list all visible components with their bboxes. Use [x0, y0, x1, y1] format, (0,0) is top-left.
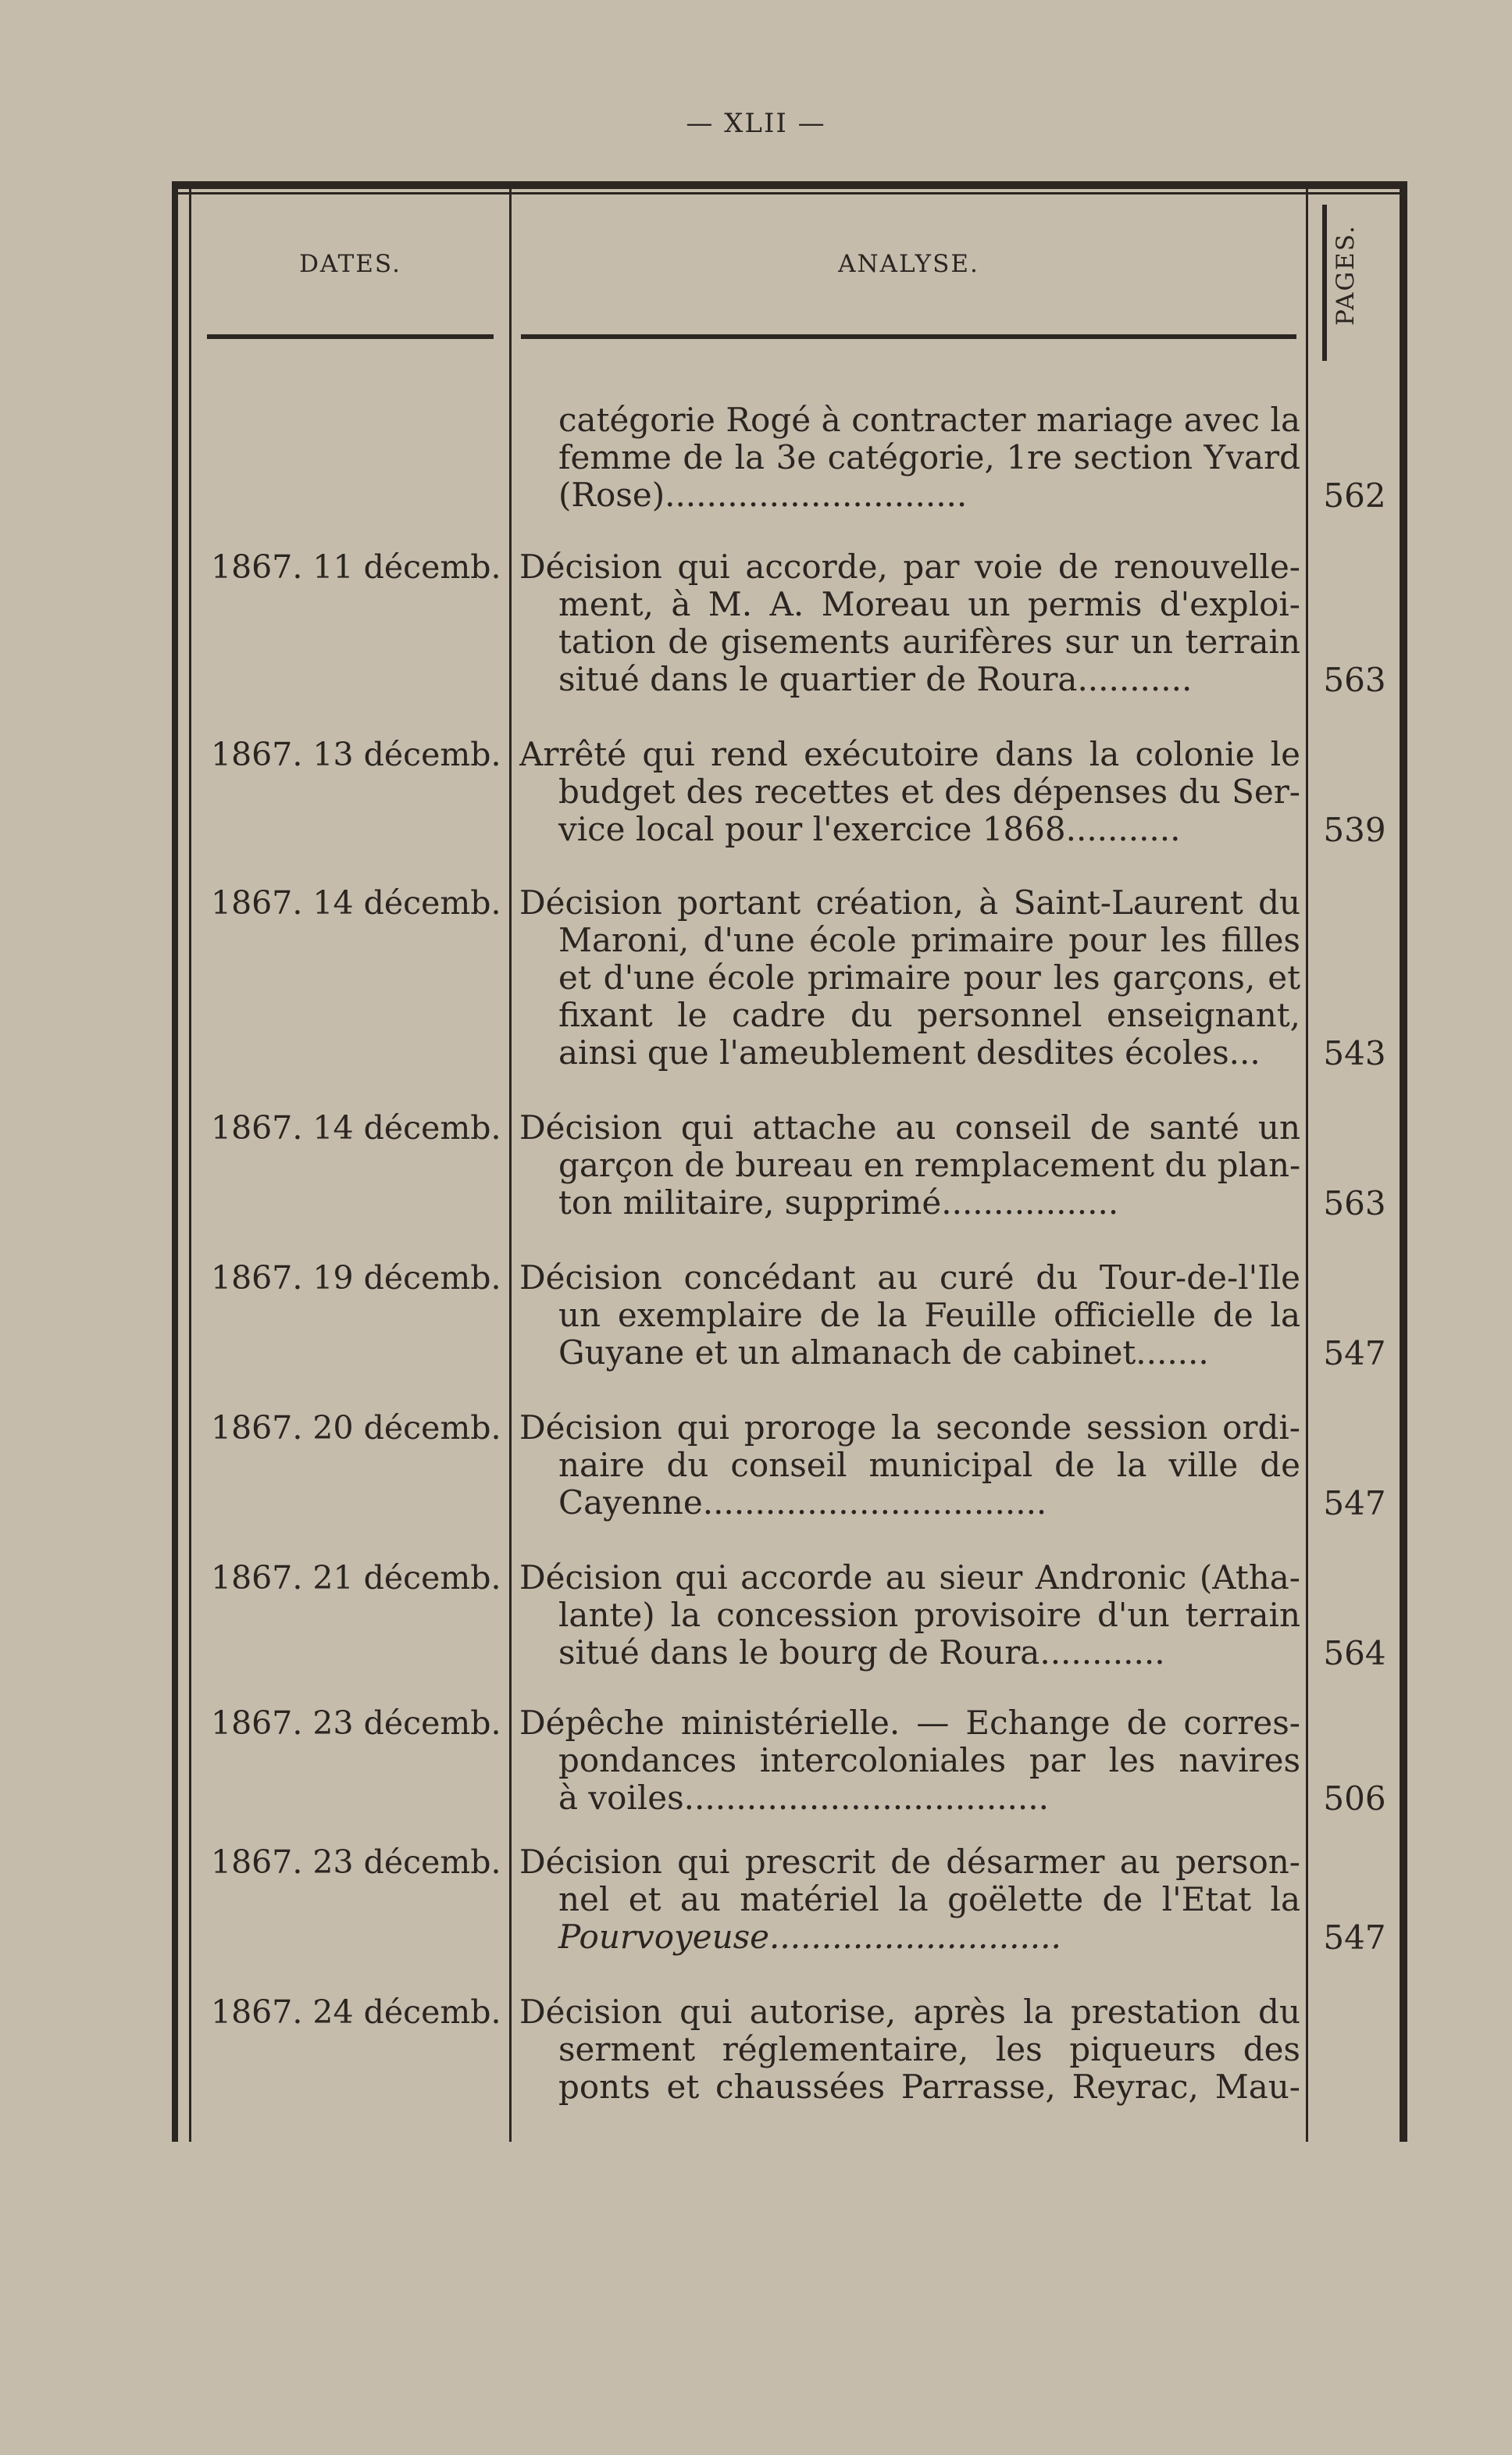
entry-page: 547 [1323, 1484, 1386, 1522]
header-pages-bar [1322, 205, 1327, 361]
entry-page: 539 [1323, 811, 1386, 849]
entry-analyse [519, 1559, 1300, 1672]
analyse-line: vice local pour l'exercice 1868........... [558, 811, 1181, 848]
entry-analyse [519, 401, 1300, 514]
analyse-line: ponts et chaussées Parrasse, Reyrac, Mau- [558, 2068, 1300, 2106]
analyse-line: situé dans le bourg de Roura............ [558, 1634, 1165, 1672]
left-border-thin [189, 181, 191, 2142]
analyse-line: Cayenne................................. [558, 1484, 1047, 1522]
header-analyse-label: ANALYSE. [838, 250, 979, 278]
analyse-line: budget des recettes et des dépenses du Ser- [558, 773, 1300, 811]
entry-date: 1867. 23 décemb. [211, 1704, 501, 1742]
analyse-line: situé dans le quartier de Roura........... [558, 661, 1193, 698]
entry-page: 547 [1323, 1918, 1386, 1957]
analyse-line: ment, à M. A. Moreau un permis d'exploi- [558, 586, 1300, 623]
entry-analyse [519, 1259, 1300, 1372]
entry-date: 1867. 14 décemb. [211, 1109, 501, 1147]
analyse-line: ton militaire, supprimé................. [558, 1184, 1119, 1222]
entry-page: 543 [1323, 1034, 1386, 1072]
header-dates-label: DATES. [299, 250, 401, 278]
analyse-line: nel et au matériel la goëlette de l'Etat la [558, 1881, 1300, 1918]
analyse-line: Décision concédant au curé du Tour-de-l'Ile [519, 1259, 1300, 1297]
analyse-line: Décision portant création, à Saint-Laurent du [519, 884, 1300, 922]
header-analyse-underline [521, 334, 1296, 339]
analyse-line: pondances intercoloniales par les navires [558, 1742, 1300, 1779]
entry-analyse [519, 1843, 1300, 1956]
entry-page: 563 [1323, 1184, 1386, 1222]
header-analyse [512, 181, 1306, 345]
entry-page: 547 [1323, 1334, 1386, 1372]
entry-date: 1867. 21 décemb. [211, 1559, 501, 1597]
analyse-line: tation de gisements aurifères sur un terrain [558, 623, 1300, 661]
analyse-line: naire du conseil municipal de la ville de [558, 1447, 1300, 1484]
entry-page: 563 [1323, 661, 1386, 699]
entry-date: 1867. 20 décemb. [211, 1409, 501, 1447]
entry-date: 1867. 23 décemb. [211, 1843, 501, 1881]
entry-analyse [519, 548, 1300, 698]
entry-date: 1867. 13 décemb. [211, 736, 501, 773]
analyse-line: serment réglementaire, les piqueurs des [558, 2031, 1300, 2068]
analyse-line: ainsi que l'ameublement desdites écoles... [558, 1034, 1261, 1072]
index-table [172, 181, 1407, 2142]
analyse-line: garçon de bureau en remplacement du plan- [558, 1147, 1300, 1184]
left-border [172, 181, 178, 2142]
analyse-line: un exemplaire de la Feuille officielle de la [558, 1297, 1300, 1334]
entry-date: 1867. 24 décemb. [211, 1993, 501, 2031]
entry-date: 1867. 14 décemb. [211, 884, 501, 922]
analyse-line: Décision qui accorde au sieur Andronic (Atha- [519, 1559, 1300, 1597]
analyse-line: (Rose)............................. [558, 476, 968, 514]
analyse-line: Décision qui accorde, par voie de renouvelle- [519, 548, 1300, 586]
header-pages-label: PAGES. [1332, 224, 1360, 326]
right-border [1400, 181, 1407, 2142]
analyse-line: femme de la 3e catégorie, 1re section Yvard [558, 439, 1300, 476]
entry-analyse [519, 1704, 1300, 1817]
page-number: — XLII — [686, 108, 826, 139]
analyse-line: Arrêté qui rend exécutoire dans la colonie le [519, 736, 1300, 773]
analyse-line: Guyane et un almanach de cabinet....... [558, 1334, 1209, 1372]
entry-page: 506 [1323, 1779, 1386, 1818]
entry-analyse [519, 736, 1300, 848]
entry-date: 1867. 19 décemb. [211, 1259, 501, 1297]
analyse-line: Décision qui attache au conseil de santé un [519, 1109, 1300, 1147]
analyse-line: lante) la concession provisoire d'un terrain [558, 1597, 1300, 1634]
analyse-line: Dépêche ministérielle. — Echange de corres- [519, 1704, 1300, 1742]
entry-analyse [519, 1409, 1300, 1522]
header-pages [1308, 181, 1400, 345]
header-dates [191, 181, 509, 345]
analyse-line: Décision qui prescrit de désarmer au person- [519, 1843, 1300, 1881]
entry-page: 564 [1323, 1634, 1386, 1672]
analyse-line: Décision qui proroge la seconde session ordi- [519, 1409, 1300, 1447]
analyse-line: fixant le cadre du personnel enseignant, [558, 997, 1300, 1034]
analyse-line: Pourvoyeuse............................ [558, 1918, 1061, 1956]
analyse-line: Décision qui autorise, après la prestation du [519, 1993, 1300, 2031]
entry-analyse [519, 884, 1300, 1072]
header-dates-underline [207, 334, 494, 339]
analyse-line: Maroni, d'une école primaire pour les filles [558, 922, 1300, 959]
entry-date: 1867. 11 décemb. [211, 548, 501, 586]
entry-analyse [519, 1993, 1300, 2106]
analyse-line: et d'une école primaire pour les garçons, et [558, 959, 1300, 997]
entry-analyse [519, 1109, 1300, 1222]
analyse-line: à voiles................................... [558, 1779, 1049, 1817]
entry-page: 562 [1323, 476, 1386, 515]
analyse-line: catégorie Rogé à contracter mariage avec la [558, 401, 1300, 439]
column-divider-pages [1306, 181, 1308, 2142]
